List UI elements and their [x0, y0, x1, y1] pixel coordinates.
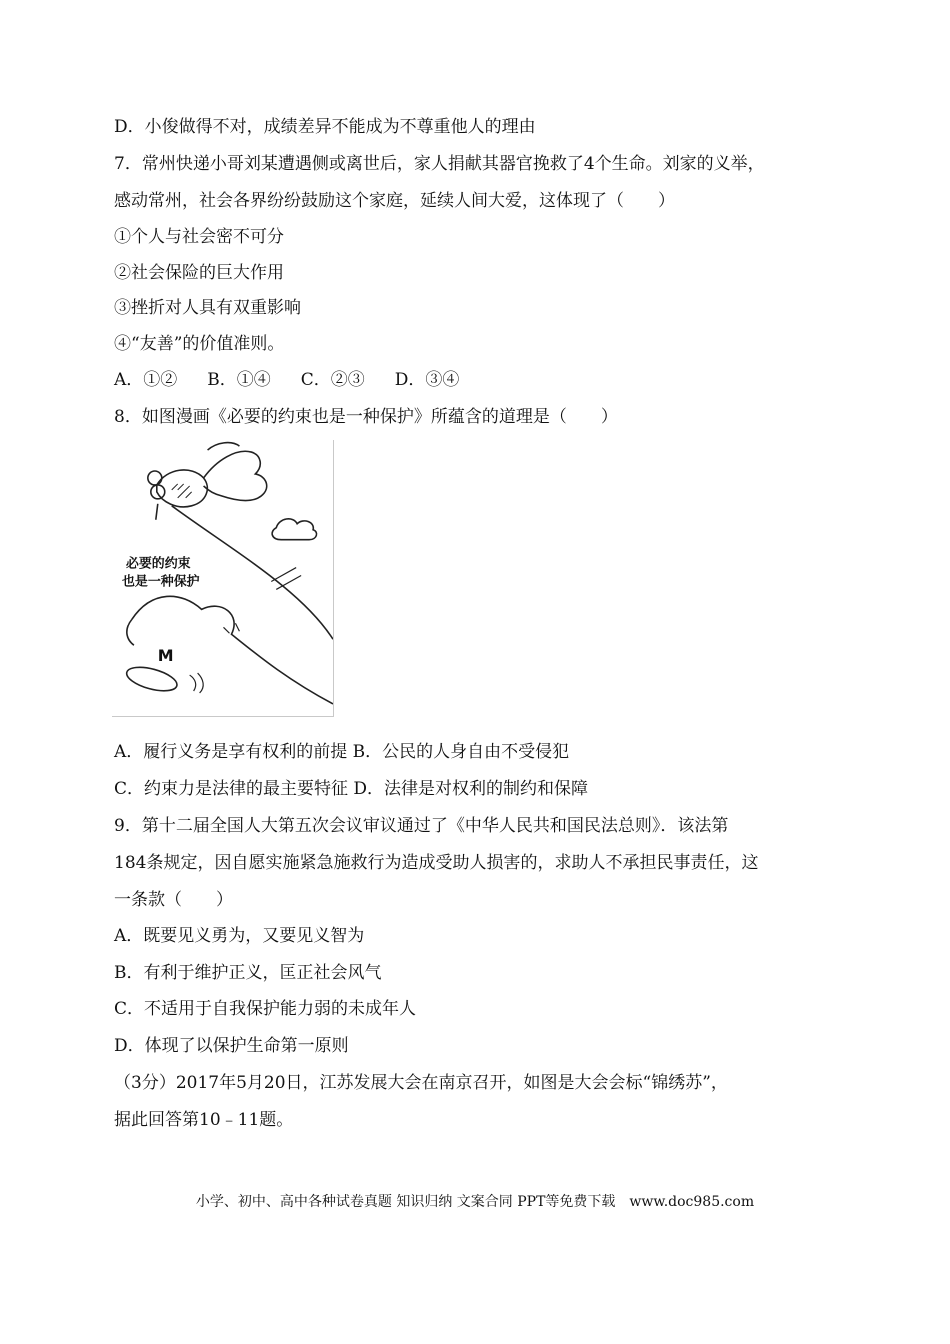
- cartoon-figure: [112, 440, 334, 717]
- page-footer: 小学、初中、高中各种试卷真题 知识归纳 文案合同 PPT等免费下载 www.doc985.com: [195, 1194, 755, 1210]
- q7-options: [114, 369, 489, 391]
- goldfish-eye-right: [151, 485, 165, 499]
- q9-option-b: B．有利于维护正义，匡正社会风气: [114, 963, 382, 983]
- cartoon-caption-line2: 也是一种保护: [121, 574, 200, 590]
- q7-statement-4: ④“友善”的价值准则。: [114, 334, 285, 354]
- q7-option-c: C．②③: [300, 370, 365, 390]
- cartoon-illustration: [112, 440, 333, 716]
- cartoon-caption-line1: 必要的约束: [125, 556, 191, 572]
- fallen-kite: [124, 663, 179, 696]
- q8-options-ab: A．履行义务是享有权利的前提 B．公民的人身自由不受侵犯: [114, 742, 570, 762]
- q7-statement-3: ③挫折对人具有双重影响: [114, 298, 301, 318]
- q9-option-d: D．体现了以保护生命第一原则: [114, 1036, 349, 1056]
- q7-option-b: B．①④: [207, 370, 271, 390]
- q9-option-a: A．既要见义勇为，又要见义智为: [114, 926, 365, 946]
- kite-string: [172, 506, 333, 639]
- q9-stem-line2: 184条规定，因自愿实施紧急施救行为造成受助人损害的，求助人不承担民事责任，这: [114, 853, 759, 873]
- q7-stem-line2: 感动常州，社会各界纷纷鼓励这个家庭，延续人间大爱，这体现了（ ）: [114, 191, 675, 211]
- goldfish-fin: [208, 443, 240, 450]
- goldfish-eye-left: [148, 471, 162, 485]
- cloud: [272, 519, 316, 540]
- q10-intro-line2: 据此回答第10﹣11题。: [114, 1110, 294, 1130]
- kite-drip: [156, 504, 158, 520]
- q10-intro-line1: （3分）2017年5月20日，江苏发展大会在南京召开，如图是大会会标“锦绣苏”，: [114, 1073, 728, 1093]
- q7-statement-1: ①个人与社会密不可分: [114, 227, 284, 247]
- kite-letter: M: [157, 646, 174, 666]
- q9-stem-line3: 一条款（ ）: [114, 890, 233, 910]
- q7-option-d: D．③④: [394, 370, 460, 390]
- q7-stem-line1: 7．常州快递小哥刘某遭遇侧或离世后，家人捐献其器官挽救了4个生命。刘家的义举，: [114, 154, 765, 174]
- hill-left: [127, 619, 134, 645]
- q9-stem-line1: 9．第十二届全国人大第五次会议审议通过了《中华人民共和国民法总则》．该法第: [114, 816, 729, 836]
- q8-options-cd: C．约束力是法律的最主要特征 D．法律是对权利的制约和保障: [114, 779, 589, 799]
- goldfish-tail: [204, 451, 267, 500]
- q6-option-d: D．小俊做得不对，成绩差异不能成为不尊重他人的理由: [114, 117, 536, 137]
- q9-option-c: C．不适用于自我保护能力弱的未成年人: [114, 999, 417, 1019]
- q7-option-a: A．①②: [114, 370, 178, 390]
- q7-statement-2: ②社会保险的巨大作用: [114, 263, 284, 283]
- q8-stem: 8．如图漫画《必要的约束也是一种保护》所蕴含的道理是（ ）: [114, 407, 618, 427]
